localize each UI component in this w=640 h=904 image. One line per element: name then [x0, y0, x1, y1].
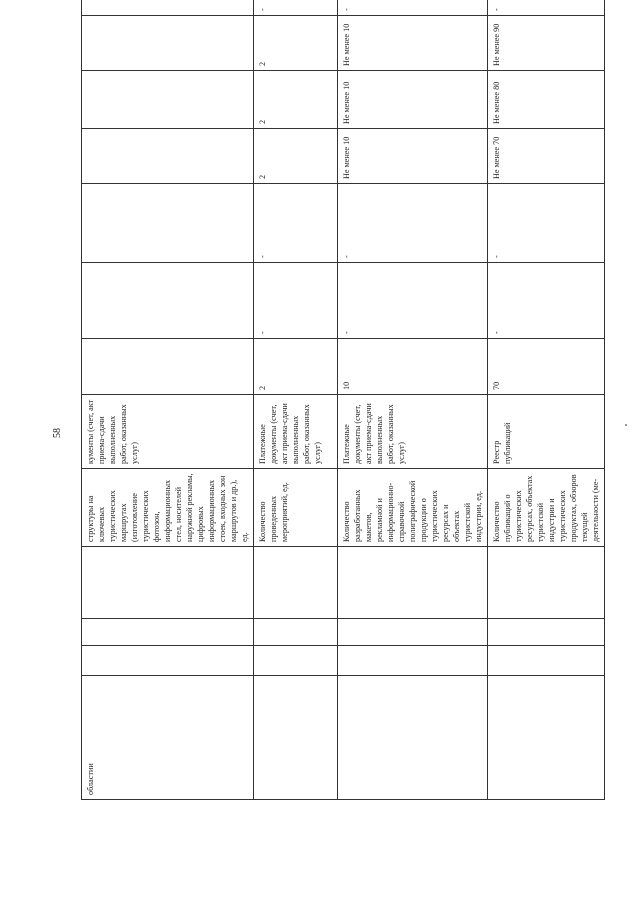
value-cell: Не менее 10 [338, 16, 488, 71]
table-row [82, 0, 254, 800]
value-cell: - [254, 184, 338, 263]
table-cell [254, 619, 338, 646]
value-cell: - [254, 0, 338, 16]
table-cell [82, 129, 254, 184]
table-cell [254, 646, 338, 676]
value-cell: 10 [338, 339, 488, 395]
value-cell: Не менее 80 [488, 71, 605, 129]
document-cell: Платежные документы (счет, акт приема-сдачи выполненных работ, оказанных услуг) [254, 395, 338, 469]
table-cell [82, 263, 254, 339]
value-cell: 2 [254, 339, 338, 395]
value-cell: - [338, 0, 488, 16]
table-cell [338, 619, 488, 646]
scan-speck [625, 424, 627, 426]
table-cell [82, 71, 254, 129]
table-cell [82, 619, 254, 646]
table-cell: областии [82, 676, 254, 800]
value-cell: - [488, 263, 605, 339]
table-cell [254, 547, 338, 619]
document-cell: Реестр публикаций [488, 395, 605, 469]
value-cell: - [488, 184, 605, 263]
value-cell: - [488, 0, 605, 16]
value-cell: - [338, 184, 488, 263]
value-cell: 2 [254, 16, 338, 71]
table-cell [82, 16, 254, 71]
table-cell [82, 646, 254, 676]
table-cell [488, 646, 605, 676]
table-row [338, 0, 488, 800]
table-cell [82, 184, 254, 263]
table-cell [338, 676, 488, 800]
table-cell [488, 547, 605, 619]
value-cell: 70 [488, 339, 605, 395]
indicator-cell: структуры на ключевых туристических маршрутах (изготовление туристических фотозон, информационных стел, носителей наружной рекламы, цифровых информационных стоек, входных зон маршрутов и др.), ед. [82, 469, 254, 547]
value-cell: Не менее 90 [488, 16, 605, 71]
table-cell [338, 646, 488, 676]
document-cell: Платежные документы (счет, акт приема-сдачи выполненных работ, оказанных услуг) [338, 395, 488, 469]
rotated-table-page [81, 8, 600, 800]
value-cell: 2 [254, 129, 338, 184]
table-cell [82, 0, 254, 16]
table-cell [82, 339, 254, 395]
indicator-cell: Количество разработанных макетов, рекламной и информационно-справочной полиграфической продукции о туристических ресурсах и объектах туристской индустрии, ед. [338, 469, 488, 547]
page-number: 58 [52, 428, 63, 438]
value-cell: - [338, 263, 488, 339]
value-cell: Не менее 10 [338, 71, 488, 129]
indicator-cell: Количество публикаций о туристических ресурсах, объектах туристской индустрии и туристических продуктах, обзоров текущей деятельности (ме- [488, 469, 605, 547]
indicators-table [81, 0, 605, 800]
table-cell [488, 619, 605, 646]
indicator-cell: Количество проведенных мероприятий, ед. [254, 469, 338, 547]
table-row [488, 0, 605, 800]
table-cell [82, 547, 254, 619]
value-cell: 2 [254, 71, 338, 129]
table-cell [488, 676, 605, 800]
value-cell: - [254, 263, 338, 339]
value-cell: Не менее 10 [338, 129, 488, 184]
table-cell [254, 676, 338, 800]
document-cell: кументы (счет, акт приема-сдачи выполненных работ, оказанных услуг) [82, 395, 254, 469]
table-row [254, 0, 338, 800]
table-cell [338, 547, 488, 619]
value-cell: Не менее 70 [488, 129, 605, 184]
